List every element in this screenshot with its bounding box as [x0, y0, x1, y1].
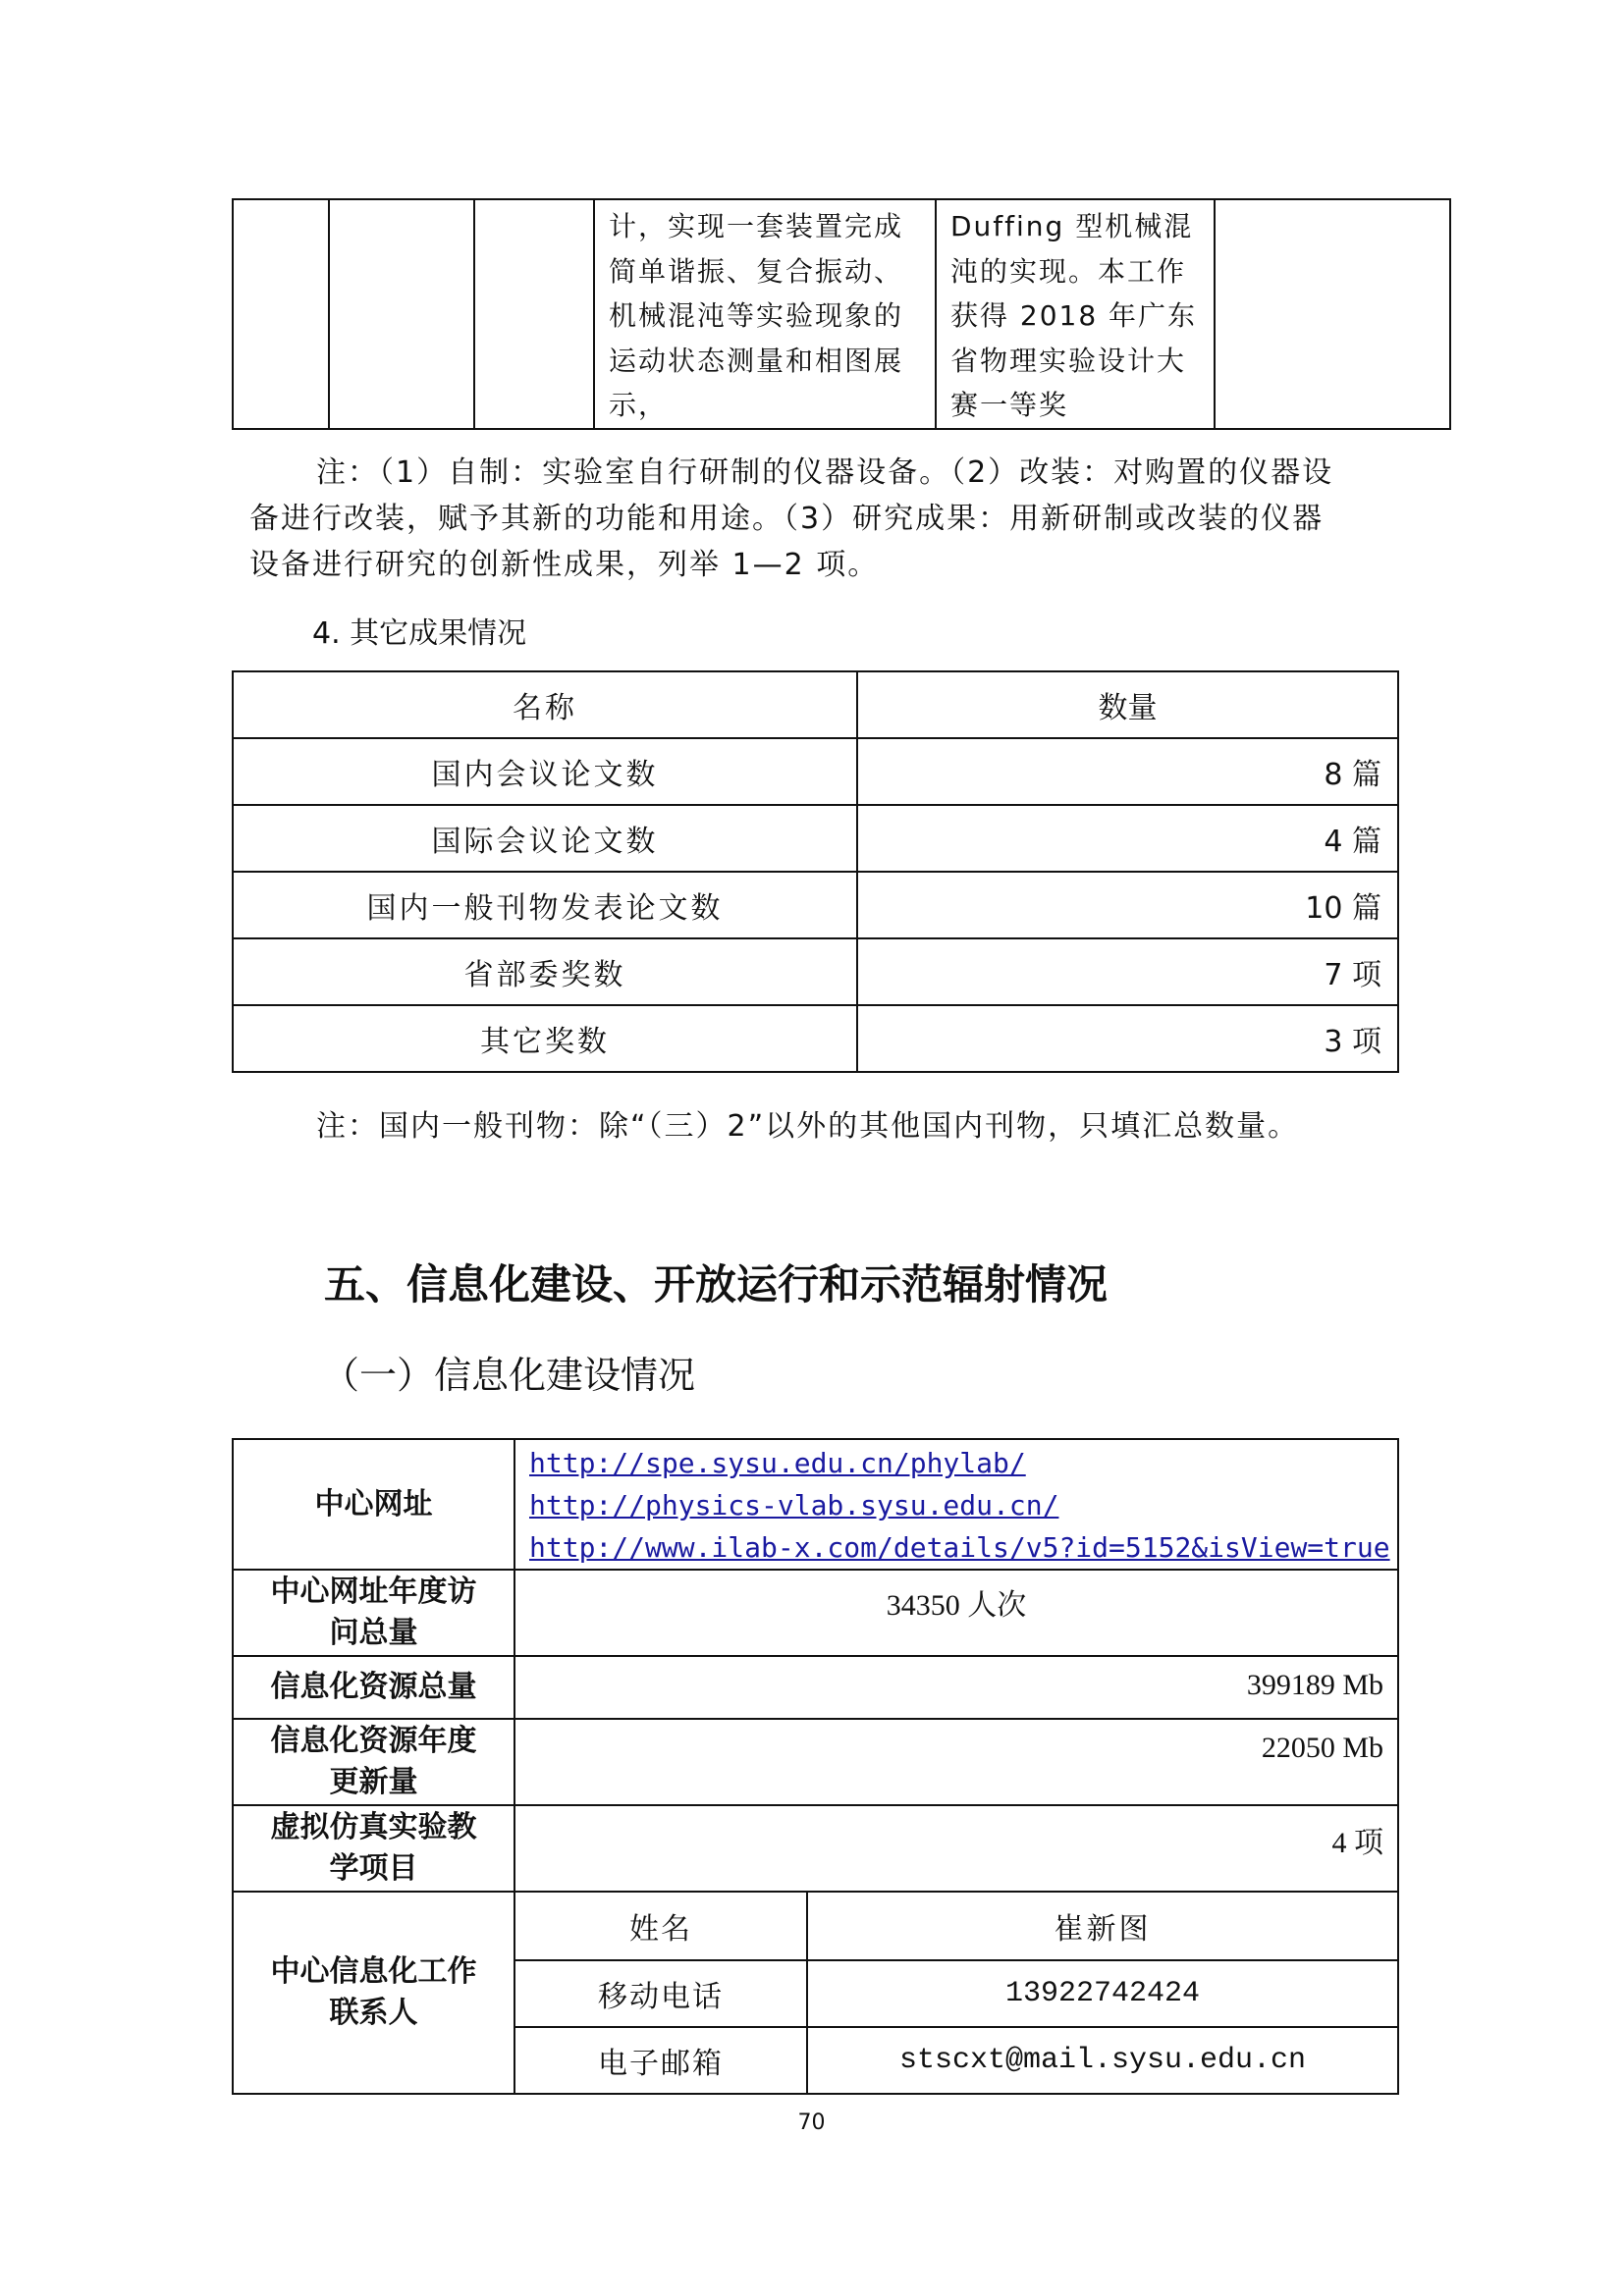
section-title: 五、信息化建设、开放运行和示范辐射情况 — [324, 1260, 1109, 1308]
equipment-cell-empty — [329, 199, 474, 429]
row-name: 国内一般刊物发表论文数 — [233, 872, 857, 938]
name-label: 姓名 — [514, 1892, 807, 1960]
visits-row — [233, 1570, 1398, 1656]
table-row — [233, 872, 1398, 938]
label-line: 学项目 — [329, 1851, 418, 1886]
label-line: 中心网址年度访 — [270, 1575, 477, 1609]
note-domestic-journals: 注：国内一般刊物：除“（三）2”以外的其他国内刊物，只填汇总数量。 — [316, 1109, 1300, 1144]
equipment-cell-empty — [233, 199, 329, 429]
website-label: 中心网址 — [233, 1439, 514, 1570]
label-line: 问总量 — [329, 1616, 418, 1650]
website-link[interactable]: http://physics-vlab.sysu.edu.cn/ — [529, 1489, 1059, 1522]
update-value: 22050 Mb — [514, 1719, 1398, 1805]
email-label: 电子邮箱 — [514, 2027, 807, 2094]
label-line: 更新量 — [329, 1765, 418, 1799]
row-name: 国内会议论文数 — [233, 738, 857, 805]
row-quantity: 4 篇 — [857, 805, 1398, 872]
achievement-text: Duffing 型机械混 沌的实现。本工作 获得 2018 年广东 省物理实验设计大 赛一等奖 — [950, 210, 1198, 421]
resources-value: 399189 Mb — [514, 1656, 1398, 1719]
label-line: 联系人 — [329, 1996, 418, 2030]
website-row — [233, 1439, 1398, 1570]
email-value[interactable]: stscxt@mail.sysu.edu.cn — [807, 2027, 1398, 2094]
equipment-cell-description — [594, 199, 936, 429]
row-name: 其它奖数 — [233, 1005, 857, 1072]
resources-row — [233, 1656, 1398, 1719]
note-line: 注：（1）自制：实验室自行研制的仪器设备。（2）改装：对购置的仪器设 — [316, 455, 1334, 490]
phone-value: 13922742424 — [807, 1960, 1398, 2027]
visits-value: 34350 人次 — [514, 1570, 1398, 1656]
column-header-name: 名称 — [233, 671, 857, 738]
row-name: 国际会议论文数 — [233, 805, 857, 872]
label-line: 中心信息化工作 — [270, 1954, 477, 1989]
description-text: 计，实现一套装置完成 简单谐振、复合振动、 机械混沌等实验现象的 运动状态测量和相图展 示， — [609, 210, 904, 421]
website-link[interactable]: http://www.ilab-x.com/details/v5?id=5152&isView=true — [529, 1531, 1390, 1564]
row-quantity: 3 项 — [857, 1005, 1398, 1072]
row-quantity: 7 项 — [857, 938, 1398, 1005]
website-link[interactable]: http://spe.sysu.edu.cn/phylab/ — [529, 1447, 1026, 1479]
equipment-table-continuation — [232, 198, 1451, 430]
update-label — [233, 1719, 514, 1805]
virtual-value: 4 项 — [514, 1805, 1398, 1892]
name-value: 崔新图 — [807, 1892, 1398, 1960]
note-line: 备进行改装，赋予其新的功能和用途。（3）研究成果：用新研制或改装的仪器 — [249, 502, 1325, 536]
visits-label — [233, 1570, 514, 1656]
table-row — [233, 805, 1398, 872]
label-line: 信息化资源年度 — [270, 1724, 477, 1758]
note-line: 设备进行研究的创新性成果，列举 1—2 项。 — [249, 548, 880, 582]
table-row — [233, 738, 1398, 805]
informatization-table — [232, 1438, 1399, 2095]
virtual-label — [233, 1805, 514, 1892]
other-achievements-heading: 4. 其它成果情况 — [312, 616, 527, 651]
update-row — [233, 1719, 1398, 1805]
resources-label: 信息化资源总量 — [233, 1656, 514, 1719]
table-row — [233, 1005, 1398, 1072]
row-quantity: 10 篇 — [857, 872, 1398, 938]
table-row — [233, 938, 1398, 1005]
website-urls — [514, 1439, 1398, 1570]
phone-label: 移动电话 — [514, 1960, 807, 2027]
table-header-row — [233, 671, 1398, 738]
column-header-quantity: 数量 — [857, 671, 1398, 738]
equipment-cell-empty — [474, 199, 594, 429]
page-number: 70 — [797, 2110, 826, 2135]
section-subtitle: （一）信息化建设情况 — [322, 1354, 696, 1397]
row-name: 省部委奖数 — [233, 938, 857, 1005]
contact-name-row — [233, 1892, 1398, 1960]
equipment-cell-empty — [1215, 199, 1450, 429]
other-achievements-table — [232, 670, 1399, 1073]
contact-label — [233, 1892, 514, 2094]
label-line: 虚拟仿真实验教 — [270, 1810, 477, 1844]
virtual-row — [233, 1805, 1398, 1892]
row-quantity: 8 篇 — [857, 738, 1398, 805]
equipment-cell-achievement — [936, 199, 1215, 429]
